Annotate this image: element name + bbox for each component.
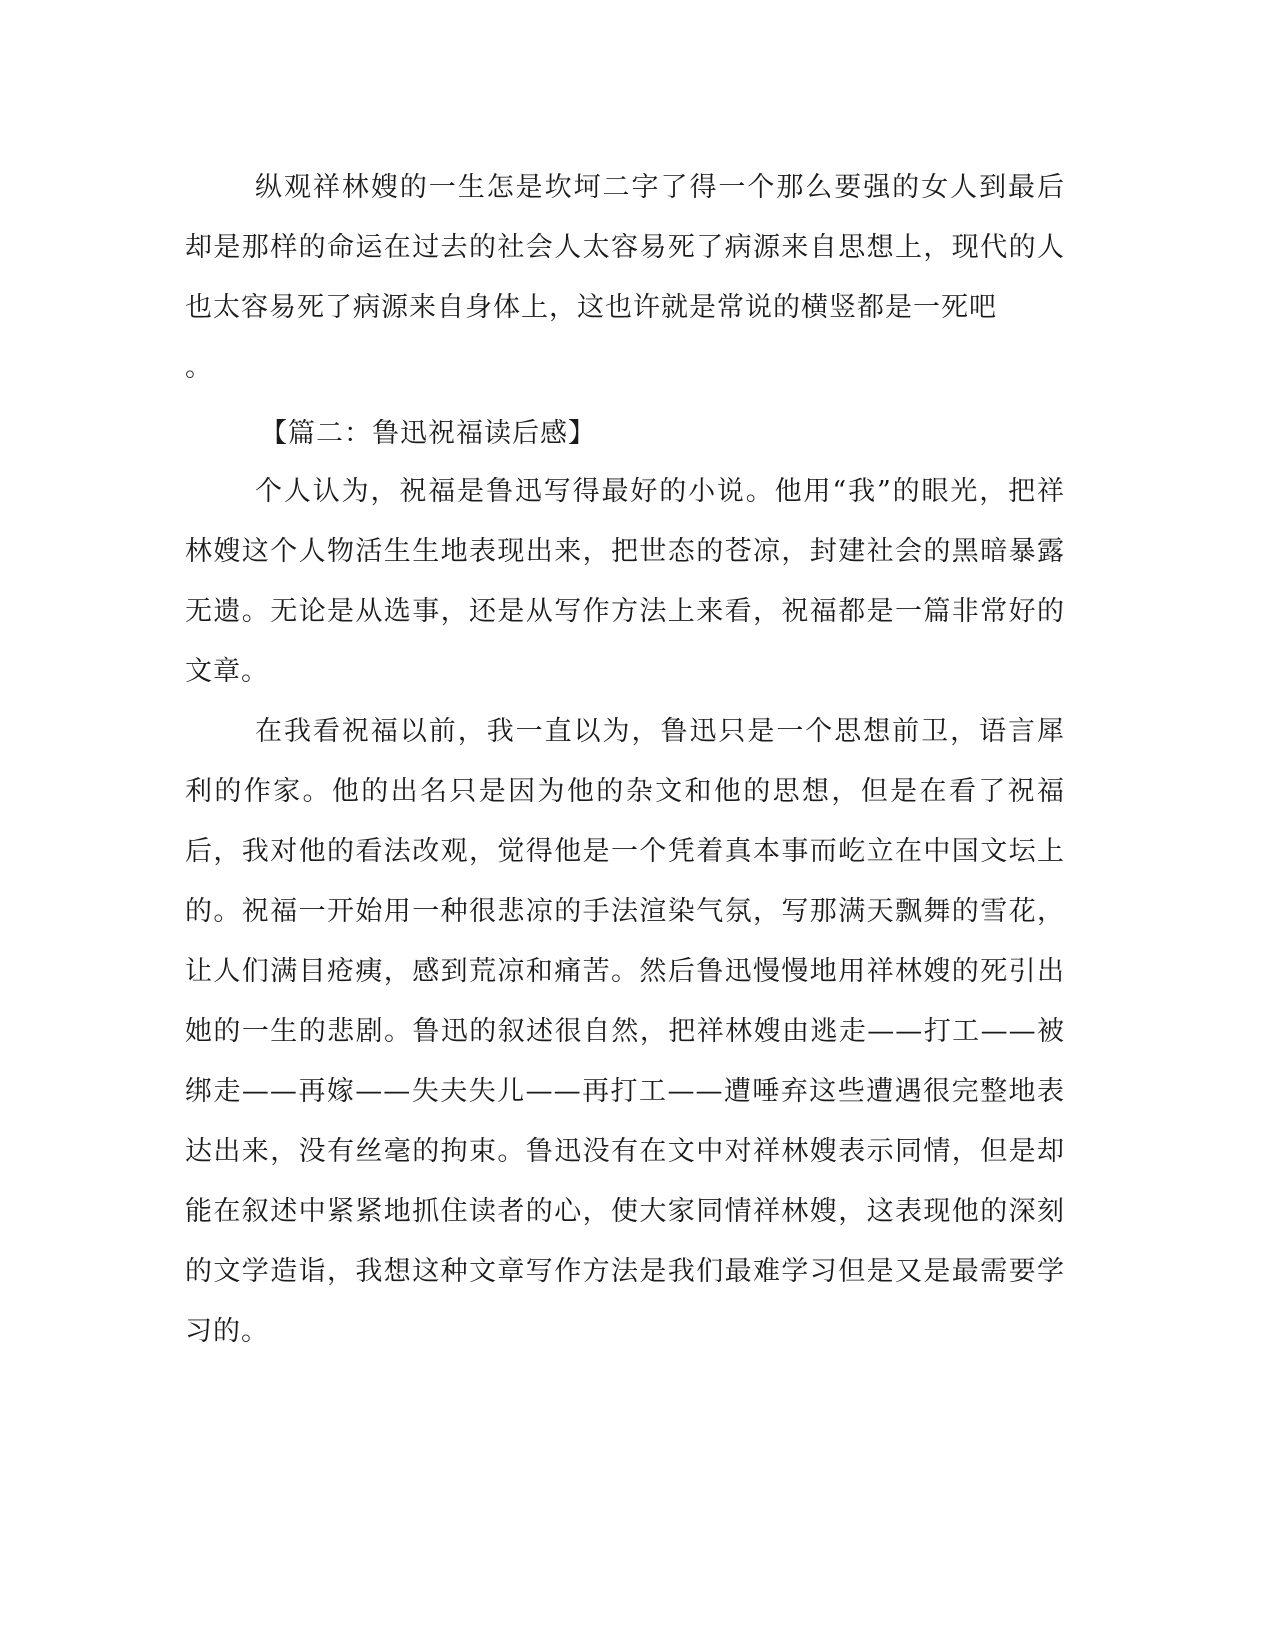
paragraph-block-1 bbox=[185, 158, 1065, 398]
paragraph-2: 个人认为，祝福是鲁迅写得最好的小说。他用“我”的眼光，把祥林嫂这个人物活生生地表现出来，把世态的苍凉，封建社会的黑暗暴露无遗。无论是从选事，还是从写作方法上来看，祝福都是一篇非常好的文章。 bbox=[185, 476, 1065, 687]
paragraph-1: 纵观祥林嫂的一生怎是坎坷二字了得一个那么要强的女人到最后却是那样的命运在过去的社会人太容易死了病源来自思想上，现代的人也太容易死了病源来自身体上，这也许就是常说的横竖都是一死吧 bbox=[185, 172, 1065, 323]
section-heading: 【篇二：鲁迅祝福读后感】 bbox=[260, 418, 596, 449]
paragraph-block-2 bbox=[185, 462, 1065, 1362]
paragraph-1-end-mark: 。 bbox=[185, 352, 213, 383]
paragraph-3: 在我看祝福以前，我一直以为，鲁迅只是一个思想前卫，语言犀利的作家。他的出名只是因为他的杂文和他的思想，但是在看了祝福后，我对他的看法改观，觉得他是一个凭着真本事而屹立在中国文坛上的。祝福一开始用一种很悲凉的手法渲染气氛，写那满天飘舞的雪花，让人们满目疮痍，感到荒凉和痛苦。然后鲁迅慢慢地用祥林嫂的死引出她的一生的悲剧。鲁迅的叙述很自然，把祥林嫂由逃走——打工——被绑走——再嫁——失夫失儿——再打工——遭唾弃这些遭遇很完整地表达出来，没有丝毫的拘束。鲁迅没有在文中对祥林嫂表示同情，但是却能在叙述中紧紧地抓住读者的心，使大家同情祥林嫂，这表现他的深刻的文学造诣，我想这种文章写作方法是我们最难学习但是又是最需要学习的。 bbox=[185, 716, 1065, 1347]
